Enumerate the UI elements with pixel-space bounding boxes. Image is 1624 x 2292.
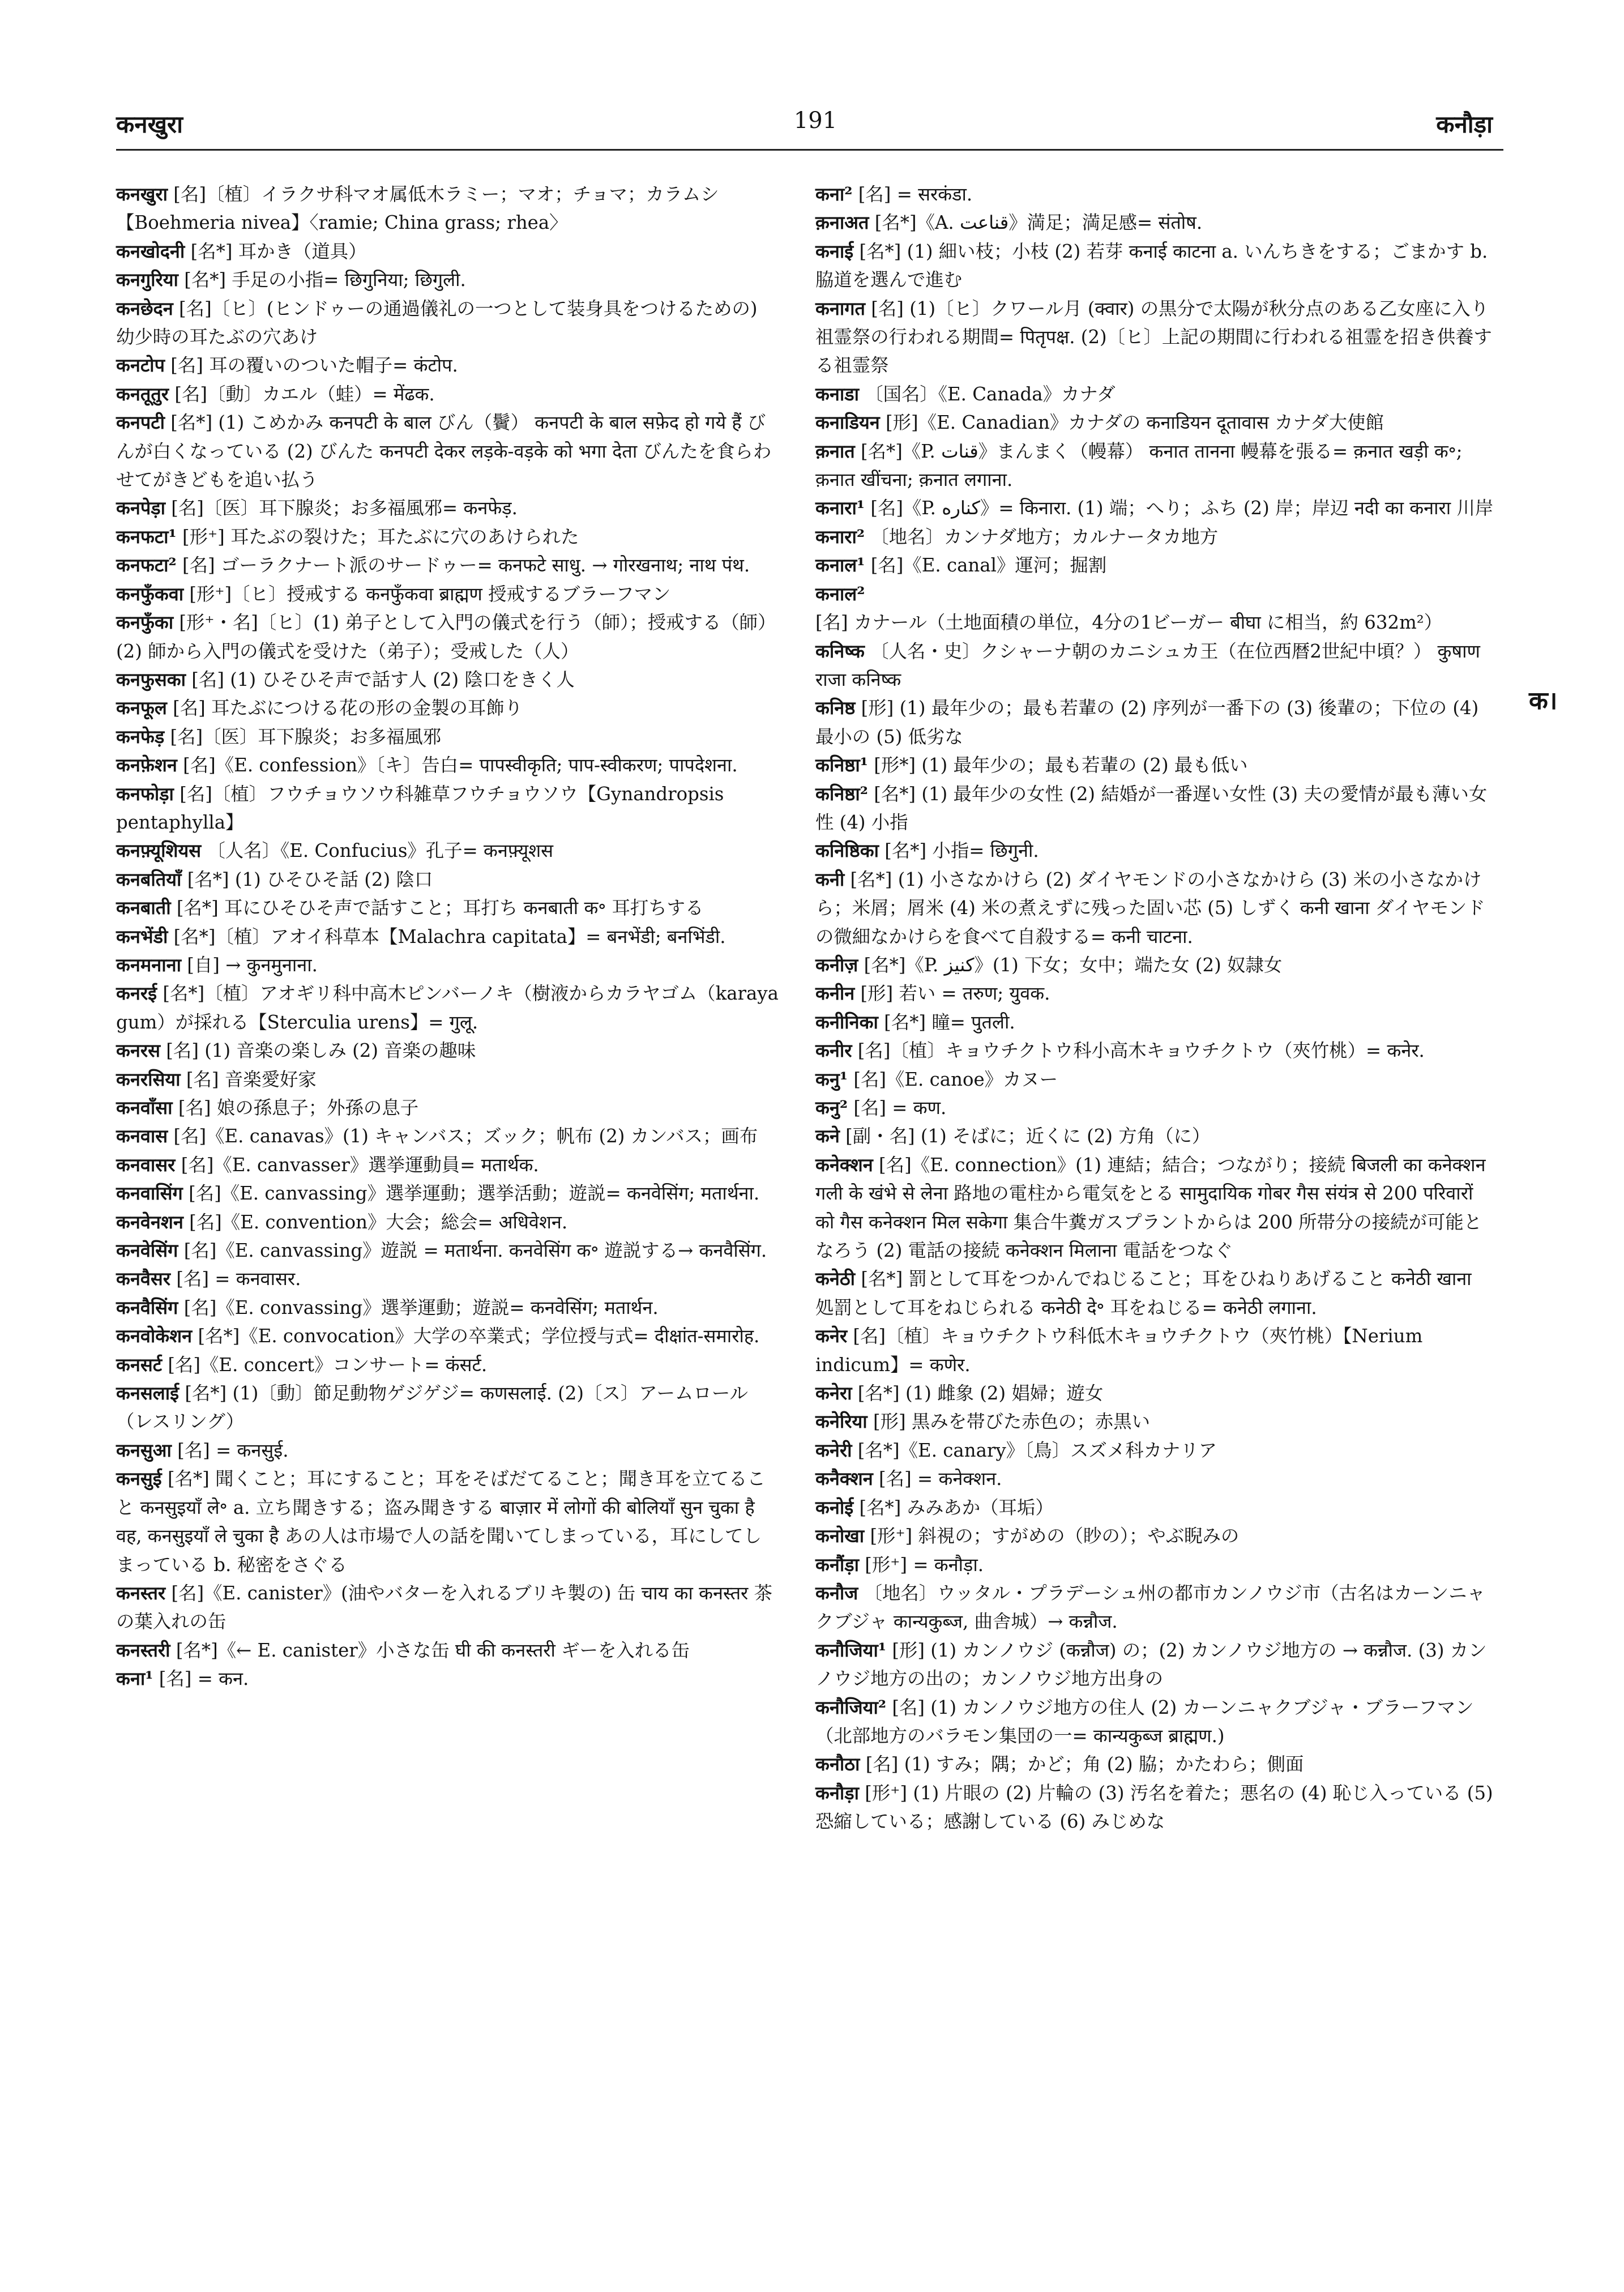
- entry-definition: [名]〔ヒ〕(ヒンドゥーの通過儀礼の一つとして装身具をつけるための) 幼少時の耳たぶの穴あけ: [116, 297, 758, 348]
- entry-definition: [名]〔植〕イラクサ科マオ属低木ラミー；マオ；チョマ；カラムシ【Boehmeria nivea】〈ramie; China grass; rhea〉: [116, 183, 719, 234]
- entry-headword: कनरसिया: [116, 1068, 181, 1090]
- entry-definition: [名] = सरकंडा.: [858, 183, 973, 205]
- dictionary-entry: [815, 1522, 1495, 1550]
- dictionary-entry: [116, 608, 779, 665]
- dictionary-entry: [116, 408, 779, 494]
- entry-definition: [形]《E. Canadian》カナダの कनाडियन दूतावास カナダ大使館: [886, 412, 1384, 434]
- right-guide-word: कनौड़ा: [1436, 110, 1493, 138]
- entry-definition: [形] (1) 最年少の；最も若輩の (2) 序列が一番下の (3) 後輩の；下位の (4) 最小の (5) 低劣な: [815, 697, 1479, 748]
- entry-definition: [名*] 罰として耳をつかんでねじること；耳をひねりあげること कनेठी खाना 処罰として耳をねじられる कनेठी दे॰ 耳をねじる= कनेठी लगाना.: [815, 1268, 1472, 1318]
- entry-headword: कनपटी: [116, 412, 165, 434]
- dictionary-entry: [815, 523, 1495, 551]
- dictionary-entry: [815, 1779, 1495, 1836]
- dictionary-entry: [116, 294, 779, 352]
- entry-headword: कनरई: [116, 983, 157, 1005]
- entry-headword: कनेक्शन: [815, 1154, 873, 1176]
- dictionary-entry: [815, 1493, 1495, 1522]
- entry-headword: कनरस: [116, 1040, 160, 1062]
- dictionary-entry: [116, 1151, 779, 1179]
- entry-definition: [名]《E. canvasser》選挙運動員= मतार्थक.: [181, 1154, 539, 1176]
- entry-headword: कनौठा: [815, 1753, 860, 1775]
- page-number: 191: [793, 108, 837, 134]
- dictionary-entry: [116, 1351, 779, 1379]
- entry-headword: कनमनाना: [116, 954, 181, 976]
- entry-headword: कनवास: [116, 1125, 168, 1147]
- entry-headword: कनारा²: [815, 526, 865, 548]
- dictionary-entry: [116, 1379, 779, 1436]
- dictionary-entry: [815, 180, 1495, 208]
- dictionary-entry: [815, 1322, 1495, 1379]
- entry-headword: कनफ़्यूशियस: [116, 840, 202, 862]
- dictionary-entry: [815, 1151, 1495, 1265]
- entry-headword: कनफोड़ा: [116, 783, 174, 805]
- entry-definition: [名*] 耳にひそひそ声で話すこと；耳打ち कनबाती क॰ 耳打ちする: [176, 897, 704, 919]
- dictionary-entry: [116, 694, 779, 722]
- entry-definition: [名] = कनेक्शन.: [879, 1468, 1002, 1490]
- entry-definition: [名*] (1) 細い枝；小枝 (2) 若芽 कनाई काटना a. いんちきをする；ごまかす b. 脇道を選んで進む: [815, 240, 1488, 291]
- dictionary-entry: [815, 1436, 1495, 1465]
- entry-headword: कनवासर: [116, 1154, 176, 1176]
- entry-headword: कनिष्ठिका: [815, 840, 879, 862]
- entry-definition: [名*] 聞くこと；耳にすること；耳をそばだてること；聞き耳を立てること कनसुइयाँ ले॰ a. 立ち聞きする；盗み聞きする बाज़ार में लोगों की बोलियाँ सुन चुका है वह, कनसुइयाँ ले चुका है あの人は市場で人の話を聞いてしまっている，耳にしてしまっている b. 秘密をさぐる: [116, 1468, 766, 1576]
- dictionary-entry: [116, 1265, 779, 1293]
- entry-definition: [形⁺] 耳たぶの裂けた；耳たぶに穴のあけられた: [182, 526, 579, 548]
- dictionary-entry: [116, 1036, 779, 1065]
- thumb-index-tab: क।: [1529, 686, 1558, 715]
- entry-headword: कनाडियन: [815, 412, 880, 434]
- entry-headword: कने: [815, 1125, 840, 1147]
- entry-definition: [形⁺] 斜視の；すがめの（眇の）；やぶ睨みの: [870, 1525, 1240, 1547]
- dictionary-entry: [116, 751, 779, 779]
- entry-definition: [名*] (1)〔動〕節足動物ゲジゲジ= कणसलाई. (2)〔ス〕アームロール（レスリング）: [116, 1382, 748, 1433]
- entry-definition: [名] 娘の孫息子；外孫の息子: [178, 1097, 419, 1119]
- entry-definition: [名*]〔植〕アオイ科草本【Malachra capitata】= बनभेंडी; बनभिंडी.: [173, 925, 726, 947]
- dictionary-entry: [815, 551, 1495, 579]
- dictionary-entry: [815, 580, 1495, 637]
- entry-definition: [名*]《E. canary》〔鳥〕スズメ科カナリア: [857, 1439, 1217, 1461]
- entry-definition: [名]《E. canal》運河；掘割: [870, 554, 1107, 577]
- dictionary-entry: [815, 836, 1495, 865]
- entry-definition: [形] 若い = तरुण; युवक.: [860, 983, 1050, 1005]
- entry-definition: [形] 黒みを帯びた赤色の；赤黒い: [873, 1411, 1151, 1433]
- entry-headword: कनतूतुर: [116, 383, 169, 405]
- entry-definition: [名] (1)〔ヒ〕クワール月 (क्वार) の黒分で太陽が秋分点のある乙女座に入り祖霊祭の行われる期間= पितृपक्ष. (2)〔ヒ〕上記の期間に行われる祖霊を招き供養する祖霊祭: [815, 297, 1492, 377]
- entry-headword: कनारा¹: [815, 497, 865, 519]
- left-guide-word: कनखुरा: [116, 110, 183, 138]
- dictionary-entry: [116, 180, 779, 237]
- entry-headword: कनी: [815, 868, 845, 890]
- entry-headword: कनवैसर: [116, 1268, 171, 1290]
- entry-definition: [名] = कन.: [159, 1668, 249, 1690]
- entry-headword: कनवासिंग: [116, 1183, 183, 1205]
- entry-definition: [名]〔医〕耳下腺炎；お多福風邪: [170, 725, 442, 748]
- dictionary-entry: [815, 1551, 1495, 1579]
- entry-definition: [名]〔植〕フウチョウソウ科雑草フウチョウソウ【Gynandropsis pentaphylla】: [116, 783, 724, 833]
- entry-definition: [副・名] (1) そばに；近くに (2) 方角（に）: [845, 1125, 1211, 1147]
- entry-definition: [名] (1) すみ；隅；かど；角 (2) 脇；かたわら；側面: [865, 1753, 1304, 1775]
- dictionary-entry: [116, 494, 779, 522]
- dictionary-entry: [815, 637, 1495, 694]
- entry-headword: कनफूल: [116, 697, 167, 719]
- entry-definition: [名]《P. کناره》= किनारा. (1) 端；へり；ふち (2) 岸；岸辺 नदी का कनारा 川岸: [870, 497, 1494, 519]
- entry-headword: कनफेड़: [116, 725, 165, 748]
- entry-definition: [名] = कण.: [853, 1097, 947, 1119]
- entry-definition: [形*] (1) 最年少の；最も若輩の (2) 最も低い: [874, 754, 1248, 776]
- entry-definition: [名*] みみあか（耳垢）: [859, 1496, 1054, 1518]
- entry-headword: कनीनिका: [815, 1011, 878, 1033]
- entry-headword: कनसर्ट: [116, 1354, 163, 1376]
- dictionary-entry: [815, 1693, 1495, 1751]
- entry-headword: कनाई: [815, 240, 854, 262]
- entry-definition: [名*] (1) こめかみ कनपटी के बाल びん（鬢） कनपटी के बाल सफ़ेद हो गये हैं びんが白くなっている (2) びんた कनपटी देकर लड़के-वड़के को भगा देता びんたを食らわせてがきどもを追い払う: [116, 412, 772, 491]
- entry-headword: क़नाअत: [815, 212, 869, 234]
- entry-definition: 〔地名〕カンナダ地方；カルナータカ地方: [870, 526, 1219, 548]
- entry-definition: [名*] 手足の小指= छिगुनिया; छिगुली.: [184, 269, 466, 291]
- entry-definition: [名*]《← E. canister》小さな缶 घी की कनस्तरी ギーを入れる缶: [176, 1639, 690, 1661]
- dictionary-entry: [116, 865, 779, 894]
- entry-headword: कनु²: [815, 1097, 848, 1119]
- running-header: [0, 108, 1624, 147]
- entry-definition: [名*] 瞳= पुतली.: [884, 1011, 1015, 1033]
- entry-headword: कनोखा: [815, 1525, 865, 1547]
- entry-definition: [形⁺・名]〔ヒ〕(1) 弟子として入門の儀式を行う（師）；授戒する（師） (2) 師から入門の儀式を受けた（弟子）；受戒した（人）: [116, 612, 776, 662]
- entry-headword: कनवेनशन: [116, 1211, 183, 1233]
- dictionary-entry: [116, 580, 779, 608]
- entry-headword: कनगुरिया: [116, 269, 178, 291]
- entry-headword: कनोई: [815, 1496, 854, 1518]
- dictionary-entry: [116, 836, 779, 865]
- entry-definition: [名*] 耳かき（道具）: [190, 240, 367, 262]
- entry-definition: [名]〔植〕キョウチクトウ科低木キョウチクトウ（夾竹桃）【Nerium indicum】= कणेर.: [815, 1325, 1423, 1376]
- entry-headword: कनवेसिंग: [116, 1240, 178, 1262]
- entry-definition: [名*] (1) ひそひそ話 (2) 陰口: [187, 868, 433, 890]
- entry-headword: कनफुँकवा: [116, 583, 184, 605]
- dictionary-entry: [815, 694, 1495, 751]
- dictionary-entry: [116, 979, 779, 1036]
- dictionary-entry: [116, 780, 779, 837]
- entry-definition: [名] = कनवासर.: [176, 1268, 301, 1290]
- dictionary-entry: [815, 1036, 1495, 1065]
- entry-headword: कनेरी: [815, 1439, 852, 1461]
- dictionary-entry: [116, 523, 779, 551]
- entry-headword: कनौजिया²: [815, 1696, 887, 1718]
- entry-headword: कनु¹: [815, 1068, 848, 1090]
- entry-headword: कनबतियाँ: [116, 868, 182, 890]
- dictionary-entry: [116, 1636, 779, 1664]
- dictionary-entry: [815, 1122, 1495, 1150]
- entry-definition: 〔国名〕《E. Canada》カナダ: [865, 383, 1116, 405]
- dictionary-entry: [815, 1579, 1495, 1636]
- entry-definition: [名]《E. convassing》選挙運動；遊説= कनवेसिंग; मतार्थन.: [183, 1296, 659, 1318]
- entry-headword: कनाल²: [815, 583, 865, 605]
- entry-definition: [形] (1) カンノウジ (कन्नौज) の；(2) カンノウジ地方の → कन्नौज. (3) カンノウジ地方の出の；カンノウジ地方出身の: [815, 1639, 1487, 1690]
- dictionary-entry: [815, 437, 1495, 494]
- entry-headword: कनैक्शन: [815, 1468, 873, 1490]
- dictionary-entry: [815, 1407, 1495, 1436]
- dictionary-entry: [116, 1436, 779, 1465]
- dictionary-entry: [815, 780, 1495, 837]
- entry-headword: कनफुसका: [116, 668, 186, 690]
- dictionary-entry: [815, 751, 1495, 779]
- dictionary-entry: [116, 1094, 779, 1122]
- entry-definition: [名]〔動〕カエル（蛙）= मेंढक.: [174, 383, 435, 405]
- entry-definition: [名] カナール（土地面積の単位，4分の1ビーガー बीघा に相当，約 632m²）: [815, 612, 1443, 634]
- entry-headword: कनेरा: [815, 1382, 852, 1405]
- entry-definition: [名]《E. canavas》(1) キャンバス；ズック；帆布 (2) カンバス；画布: [173, 1125, 758, 1147]
- entry-headword: कनेठी: [815, 1268, 856, 1290]
- dictionary-entry: [116, 1122, 779, 1150]
- dictionary-entry: [116, 1465, 779, 1579]
- left-column: [116, 180, 779, 1693]
- entry-definition: [名] (1) 音楽の楽しみ (2) 音楽の趣味: [166, 1040, 476, 1062]
- entry-definition: [名] (1) ひそひそ声で話す人 (2) 陰口をきく人: [191, 668, 575, 690]
- entry-headword: कनस्तरी: [116, 1639, 170, 1661]
- entry-definition: [名*] (1) 小さなかけら (2) ダイヤモンドの小さなかけら (3) 米の小さなかけら；米屑；屑米 (4) 米の煮えずに残った固い芯 (5) しずく कनी खाना ダイヤモンドの微細なかけらを食べて自殺する= कनी चाटना.: [815, 868, 1485, 947]
- entry-headword: कनागत: [815, 297, 865, 319]
- entry-headword: कनफ़ेशन: [116, 754, 177, 776]
- entry-definition: [名*]〔植〕アオギリ科中高木ピンバーノキ（樹液からカラヤゴム（karaya gum）が採れる【Sterculia urens】= गुलू.: [116, 983, 779, 1033]
- dictionary-entry: [815, 237, 1495, 294]
- dictionary-entry: [815, 208, 1495, 237]
- entry-headword: कनौंड़ा: [815, 1553, 859, 1576]
- entry-definition: [名]《E. canister》(油やバターを入れるブリキ製の) 缶 चाय का कनस्तर 茶の葉入れの缶: [116, 1582, 772, 1633]
- dictionary-entry: [815, 294, 1495, 380]
- dictionary-entry: [815, 1465, 1495, 1493]
- dictionary-entry: [116, 665, 779, 694]
- right-column: [815, 180, 1495, 1836]
- entry-headword: कना²: [815, 183, 853, 205]
- dictionary-entry: [815, 1750, 1495, 1778]
- entry-headword: कना¹: [116, 1668, 153, 1690]
- entry-headword: कनवाँसा: [116, 1097, 173, 1119]
- dictionary-entry: [815, 408, 1495, 437]
- entry-definition: [形⁺] = कनौड़ा.: [865, 1553, 984, 1576]
- entry-headword: कनपेड़ा: [116, 497, 165, 519]
- entry-definition: [名]〔医〕耳下腺炎；お多福風邪= कनफेड़.: [171, 497, 518, 519]
- dictionary-entry: [116, 1236, 779, 1265]
- entry-definition: [名] 音楽愛好家: [186, 1068, 317, 1090]
- entry-headword: कनछेदन: [116, 297, 173, 319]
- dictionary-entry: [116, 1179, 779, 1207]
- entry-headword: कनेर: [815, 1325, 848, 1347]
- entry-headword: कनौजिया¹: [815, 1639, 887, 1661]
- entry-headword: कनिष्ठ: [815, 697, 856, 719]
- dictionary-entry: [116, 723, 779, 751]
- entry-definition: 〔人名・史〕クシャーナ朝のカニシュカ王（在位西暦2世紀中頃？） कुषाण राजा कनिष्क: [815, 640, 1480, 690]
- dictionary-entry: [116, 351, 779, 379]
- entry-headword: कनटोप: [116, 355, 165, 377]
- entry-headword: कनबाती: [116, 897, 171, 919]
- dictionary-entry: [815, 865, 1495, 951]
- entry-headword: कनेरिया: [815, 1411, 867, 1433]
- entry-headword: कनिष्ठा²: [815, 783, 868, 805]
- dictionary-entry: [815, 951, 1495, 979]
- entry-definition: [名]《E. canvassing》選挙運動；選挙活動；遊説= कनवेसिंग; मतार्थना.: [189, 1183, 760, 1205]
- dictionary-entry: [116, 551, 779, 579]
- dictionary-entry: [116, 894, 779, 922]
- entry-headword: कनीर: [815, 1040, 852, 1062]
- dictionary-entry: [116, 951, 779, 979]
- dictionary-entry: [116, 380, 779, 408]
- entry-headword: कनीज़: [815, 954, 858, 976]
- dictionary-entry: [815, 979, 1495, 1008]
- entry-headword: कनफुँका: [116, 612, 174, 634]
- dictionary-entry: [815, 1008, 1495, 1036]
- entry-headword: कनखुरा: [116, 183, 168, 205]
- entry-definition: [名]《E. concert》コンサート= कंसर्ट.: [168, 1354, 488, 1376]
- entry-definition: [名*]《A. قناعت》満足；満足感= संतोष.: [874, 212, 1203, 234]
- entry-headword: कनसुआ: [116, 1439, 172, 1461]
- entry-headword: कनिष्ठा¹: [815, 754, 868, 776]
- entry-definition: 〔地名〕ウッタル・プラデーシュ州の都市カンノウジ市（古名はカーンニャクブジャ कान्यकुब्ज, 曲舎城）→ कन्नौज.: [815, 1582, 1485, 1633]
- entry-definition: [名*] (1) 雌象 (2) 娼婦；遊女: [857, 1382, 1104, 1405]
- dictionary-entry: [116, 1294, 779, 1322]
- entry-definition: [名] 耳たぶにつける花の形の金製の耳飾り: [173, 697, 523, 719]
- entry-definition: [形⁺] (1) 片眼の (2) 片輪の (3) 汚名を着た；悪名の (4) 恥じ入っている (5) 恐縮している；感謝している (6) みじめな: [815, 1782, 1493, 1833]
- dictionary-entry: [815, 1636, 1495, 1693]
- entry-definition: [名]〔植〕キョウチクトウ科小高木キョウチクトウ（夾竹桃）= कनेर.: [857, 1040, 1425, 1062]
- dictionary-entry: [815, 380, 1495, 408]
- dictionary-entry: [116, 266, 779, 294]
- entry-definition: [名*]《P. کنیز》(1) 下女；女中；端た女 (2) 奴隷女: [864, 954, 1283, 976]
- dictionary-entry: [815, 1265, 1495, 1322]
- entry-headword: कनाडा: [815, 383, 859, 405]
- dictionary-entry: [116, 1664, 779, 1693]
- entry-headword: कनफटा²: [116, 554, 177, 577]
- entry-definition: [名] ゴーラクナート派のサードゥー= कनफटे साधु. → गोरखनाथ; नाथ पंथ.: [182, 554, 750, 577]
- entry-headword: कनाल¹: [815, 554, 865, 577]
- entry-definition: [名] 耳の覆いのついた帽子= कंटोप.: [170, 355, 458, 377]
- entry-definition: [名] (1) カンノウジ地方の住人 (2) カーンニャクブジャ・ブラーフマン（北部地方のバラモン集団の一= कान्यकुब्ज ब्राह्मण.): [815, 1696, 1474, 1747]
- entry-definition: [形⁺]〔ヒ〕授戒する कनफुँकवा ब्राह्मण 授戒するブラーフマン: [189, 583, 671, 605]
- entry-headword: कनौज: [815, 1582, 858, 1604]
- dictionary-entry: [116, 923, 779, 951]
- entry-definition: [名]《E. canoe》カヌー: [853, 1068, 1058, 1090]
- entry-definition: [名*]《E. convocation》大学の卒業式；学位授与式= दीक्षांत-समारोह.: [198, 1325, 760, 1347]
- entry-definition: [名]《E. convention》大会；総会= अधिवेशन.: [189, 1211, 568, 1233]
- entry-headword: कनौड़ा: [815, 1782, 859, 1804]
- entry-definition: [名]《E. canvassing》遊説 = मतार्थना. कनवेसिंग क॰ 遊説する→ कनवैसिंग.: [183, 1240, 767, 1262]
- header-rule: [116, 149, 1503, 151]
- entry-definition: [名*] 小指= छिगुनी.: [884, 840, 1039, 862]
- entry-definition: [名]《E. connection》(1) 連結；結合；つながり；接続 बिजली का कनेक्शन गली के खंभे से लेना 路地の電柱から電気をとる सामुदायिक गोबर गैस संयंत्र से 200 परिवारों को गैस कनेक्शन मिल सकेगा 集合牛糞ガスプラントからは 200 所帯分の接続が可能となろう (2) 電話の接続 कनेक्शन मिलाना 電話をつなぐ: [815, 1154, 1486, 1262]
- dictionary-entry: [815, 1379, 1495, 1407]
- dictionary-entry: [116, 1579, 779, 1636]
- entry-headword: कनभेंडी: [116, 925, 168, 947]
- entry-definition: [名*] (1) 最年少の女性 (2) 結婚が一番遅い女性 (3) 夫の愛情が最も薄い女性 (4) 小指: [815, 783, 1488, 833]
- entry-headword: कनवैसिंग: [116, 1296, 178, 1318]
- dictionary-entry: [116, 1322, 779, 1350]
- entry-definition: [名]《E. confession》〔キ〕告白= पापस्वीकृति; पाप-स्वीकरण; पापदेशना.: [183, 754, 738, 776]
- dictionary-entry: [116, 237, 779, 266]
- dictionary-entry: [815, 494, 1495, 522]
- dictionary-entry: [815, 1065, 1495, 1094]
- entry-definition: 〔人名〕《E. Confucius》孔子= कनफ़्यूशस: [207, 840, 554, 862]
- entry-headword: कनवोकेशन: [116, 1325, 193, 1347]
- entry-headword: क़नात: [815, 440, 855, 462]
- entry-definition: [名*]《P. قنات》まんまく（幔幕） कनात तानना 幔幕を張る= क़नात खड़ी क॰; क़नात खींचना; क़नात लगाना.: [815, 440, 1463, 491]
- entry-headword: कनीन: [815, 983, 855, 1005]
- dictionary-entry: [116, 1065, 779, 1094]
- entry-headword: कनखोदनी: [116, 240, 185, 262]
- entry-headword: कनिष्क: [815, 640, 865, 662]
- entry-headword: कनसलाई: [116, 1382, 180, 1405]
- entry-headword: कनफटा¹: [116, 526, 177, 548]
- dictionary-entry: [815, 1094, 1495, 1122]
- dictionary-entry: [116, 1208, 779, 1236]
- entry-definition: [名] = कनसुई.: [177, 1439, 289, 1461]
- entry-headword: कनस्तर: [116, 1582, 166, 1604]
- entry-definition: [自] → कुनमुनाना.: [187, 954, 318, 976]
- entry-headword: कनसुई: [116, 1468, 162, 1490]
